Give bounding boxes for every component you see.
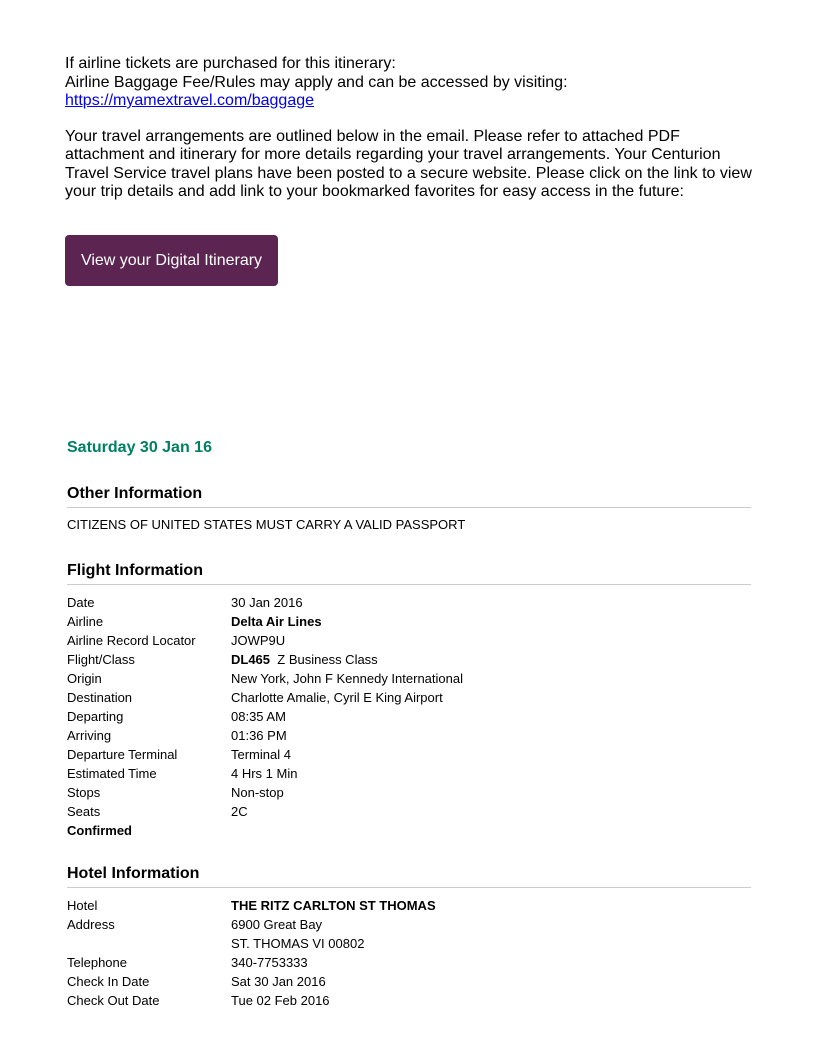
intro-line-2: Airline Baggage Fee/Rules may apply and can be accessed by visiting: (65, 73, 568, 91)
row-label: Arriving (67, 728, 112, 743)
flight-row-date (67, 593, 751, 612)
hotel-telephone: 340-7753333 (231, 955, 308, 970)
flight-class: Z Business Class (277, 652, 378, 667)
row-label: Airline (67, 614, 104, 629)
flight-row-locator (67, 631, 751, 650)
hotel-name: THE RITZ CARLTON ST THOMAS (231, 898, 436, 913)
hotel-row-address (67, 915, 751, 934)
arrival-time: 01:36 PM (231, 728, 287, 743)
record-locator: JOWP9U (231, 633, 286, 648)
flight-row-estimated-time (67, 764, 751, 783)
check-in-date: Sat 30 Jan 2016 (231, 974, 326, 989)
hotel-row-check-out (67, 991, 751, 1010)
status-badge: Confirmed (67, 823, 132, 838)
row-value: 30 Jan 2016 (231, 595, 303, 610)
hotel-row-telephone (67, 953, 751, 972)
check-out-date: Tue 02 Feb 2016 (231, 993, 330, 1008)
flight-row-seats (67, 802, 751, 821)
row-label: Airline Record Locator (67, 633, 196, 648)
flight-information-title: Flight Information (67, 562, 751, 585)
flight-number: DL465 (231, 652, 271, 667)
row-label: Stops (67, 785, 101, 800)
row-label: Departing (67, 709, 124, 724)
flight-details (67, 593, 751, 840)
departure-terminal: Terminal 4 (231, 747, 291, 762)
flight-row-destination (67, 688, 751, 707)
row-label: Seats (67, 804, 101, 819)
seat-number: 2C (231, 804, 248, 819)
row-label: Check Out Date (67, 993, 160, 1008)
view-digital-itinerary-button[interactable]: View your Digital Itinerary (65, 235, 278, 286)
flight-row-airline (67, 612, 751, 631)
flight-row-flight-class (67, 650, 751, 669)
baggage-link[interactable]: https://myamextravel.com/baggage (65, 92, 315, 109)
row-label: Hotel (67, 898, 98, 913)
flight-information-section (67, 562, 751, 840)
intro-line-1: If airline tickets are purchased for this itinerary: (65, 55, 396, 72)
row-label: Flight/Class (67, 652, 135, 667)
baggage-link-line (65, 92, 755, 111)
row-label: Date (67, 595, 95, 610)
flight-row-stops (67, 783, 751, 802)
other-information-section (67, 485, 751, 534)
address-line-2: ST. THOMAS VI 00802 (231, 936, 365, 951)
row-label: Telephone (67, 955, 127, 970)
itinerary-content (67, 438, 751, 1010)
flight-row-departing (67, 707, 751, 726)
estimated-time: 4 Hrs 1 Min (231, 766, 298, 781)
passport-notice: CITIZENS OF UNITED STATES MUST CARRY A VALID PASSPORT (67, 517, 466, 532)
origin-airport: New York, John F Kennedy International (231, 671, 463, 686)
day-title: Saturday 30 Jan 16 (67, 439, 212, 456)
hotel-row-name (67, 896, 751, 915)
hotel-information-section (67, 865, 751, 1010)
hotel-row-address-2 (67, 934, 751, 953)
row-label: Check In Date (67, 974, 150, 989)
flight-row-status (67, 821, 751, 840)
other-information-title: Other Information (67, 485, 751, 508)
row-label: Destination (67, 690, 133, 705)
hotel-row-check-in (67, 972, 751, 991)
address-line-1: 6900 Great Bay (231, 917, 323, 932)
row-value (231, 650, 751, 669)
intro-block (65, 55, 755, 202)
row-label: Estimated Time (67, 766, 157, 781)
departure-time: 08:35 AM (231, 709, 286, 724)
intro-paragraph: Your travel arrangements are outlined below in the email. Please refer to attached PDF attachment and itinerary for more details regarding your travel arrangements. Your Centurion Travel Service travel plans have been posted to a secure website. Please click on the link to view your trip details and add link to your bookmarked favorites for easy access in the future: (65, 127, 752, 200)
row-label: Address (67, 917, 115, 932)
flight-row-origin (67, 669, 751, 688)
destination-airport: Charlotte Amalie, Cyril E King Airport (231, 690, 443, 705)
stops: Non-stop (231, 785, 284, 800)
flight-row-terminal (67, 745, 751, 764)
row-label: Origin (67, 671, 102, 686)
row-label: Departure Terminal (67, 747, 178, 762)
hotel-information-title: Hotel Information (67, 865, 751, 888)
flight-row-arriving (67, 726, 751, 745)
hotel-details (67, 896, 751, 1010)
airline-name: Delta Air Lines (231, 614, 322, 629)
